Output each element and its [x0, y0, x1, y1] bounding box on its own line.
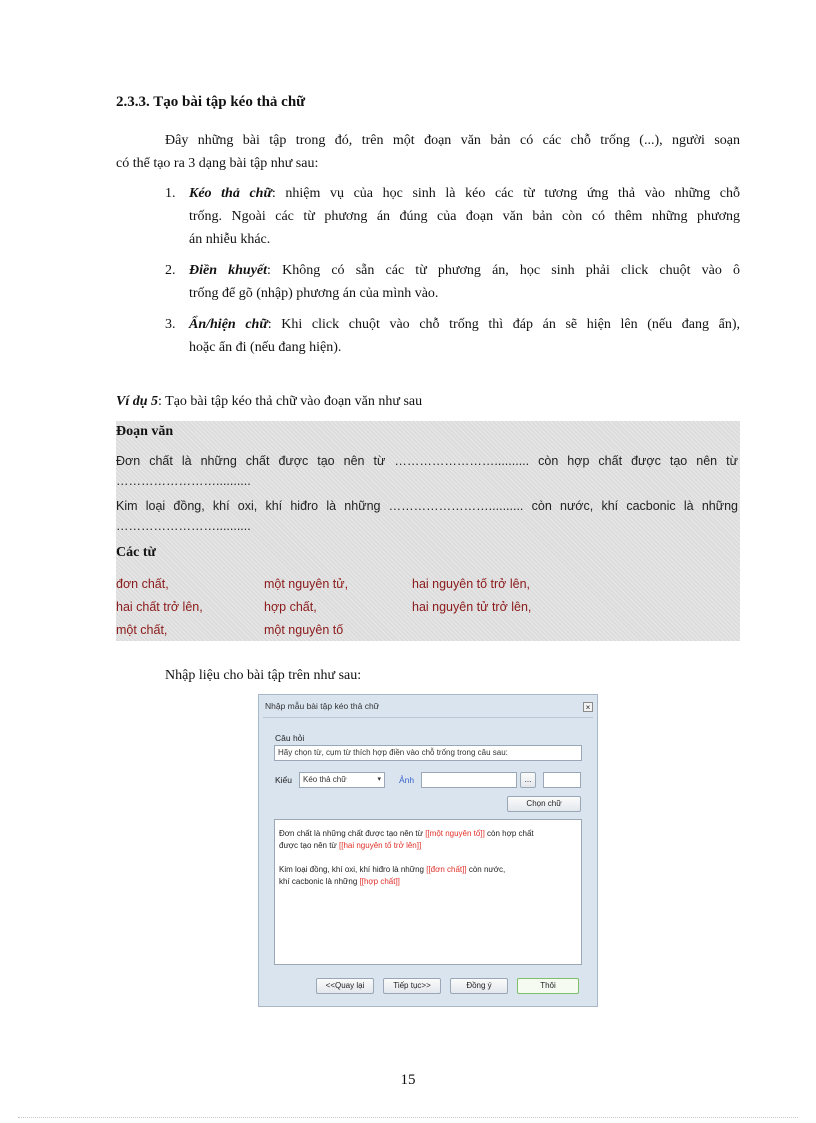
- answer-placeholder: [[đơn chất]]: [426, 865, 467, 874]
- browse-button[interactable]: ...: [520, 772, 536, 788]
- term-dien-khuyet: Điền khuyết: [189, 263, 268, 278]
- content-text: còn hợp chất: [484, 829, 534, 838]
- answer-placeholder: [[một nguyên tố]]: [425, 829, 485, 838]
- list-text: trống để gõ (nhập) phương án của mình vào.: [189, 286, 439, 301]
- ok-button[interactable]: Đồng ý: [450, 978, 508, 994]
- choose-words-button[interactable]: Chọn chữ: [507, 796, 581, 812]
- list-item-2: [165, 259, 740, 305]
- list-number: 1.: [165, 186, 176, 201]
- example-caption: [116, 390, 422, 413]
- list-item-3: [165, 313, 740, 359]
- content-line: [279, 864, 577, 876]
- exit-button[interactable]: Thôi: [517, 978, 579, 994]
- paragraph-line: Đơn chất là những chất được tạo nên từ …………………….......... còn hợp chất được tạo nên từ: [116, 454, 738, 468]
- back-button[interactable]: <<Quay lại: [316, 978, 374, 994]
- exercise-dialog: [258, 694, 598, 1007]
- title-divider: [263, 717, 593, 718]
- close-icon[interactable]: ×: [583, 702, 593, 712]
- input-caption: Nhập liệu cho bài tập trên như sau:: [165, 668, 362, 683]
- word-item: đơn chất,: [116, 577, 169, 591]
- intro-line-2: có thể tạo ra 3 dạng bài tập như sau:: [116, 156, 319, 171]
- words-title: Các từ: [116, 545, 156, 560]
- content-textarea[interactable]: [274, 819, 582, 965]
- word-item: một nguyên tử,: [264, 577, 349, 591]
- section-heading: 2.3.3. Tạo bài tập kéo thả chữ: [116, 94, 306, 110]
- paragraph-line: Kim loại đồng, khí oxi, khí hiđro là những …………………….......... còn nước, khí cacbonic là những: [116, 499, 738, 513]
- type-select[interactable]: [299, 772, 385, 788]
- word-item: một nguyên tố: [264, 623, 344, 637]
- example-box: [116, 421, 740, 641]
- type-select-value: Kéo thả chữ: [303, 775, 347, 784]
- term-keo-tha-chu: Kéo thả chữ: [189, 186, 272, 201]
- list-number: 3.: [165, 317, 176, 332]
- word-item: hợp chất,: [264, 600, 317, 614]
- image-size-input[interactable]: [543, 772, 581, 788]
- content-line: [279, 876, 577, 888]
- footer-divider: [18, 1117, 798, 1118]
- content-text: được tạo nên từ: [279, 841, 339, 850]
- list-text: : Không có sẵn các từ phương án, học sinh phải click chuột vào ô: [267, 263, 740, 278]
- list-text: : Khi click chuột vào chỗ trống thì đáp án sẽ hiện lên (nếu đang ẩn),: [267, 317, 740, 332]
- list-text: : nhiệm vụ của học sinh là kéo các từ tương ứng thả vào những chỗ: [271, 186, 740, 201]
- content-text: còn nước,: [466, 865, 506, 874]
- answer-placeholder: [[hai nguyên tố trở lên]]: [339, 841, 422, 850]
- chevron-down-icon: ▾: [377, 776, 381, 783]
- type-label: Kiểu: [275, 775, 293, 785]
- content-text: Kim loại đồng, khí oxi, khí hiđro là những: [279, 865, 427, 874]
- list-number: 2.: [165, 263, 176, 278]
- paragraph-line: ……………………..........: [116, 519, 251, 533]
- example-label: Ví dụ 5: [116, 394, 159, 409]
- example-text: : Tạo bài tập kéo thả chữ vào đoạn văn như sau: [158, 394, 423, 409]
- term-an-hien-chu: Ẩn/hiện chữ: [189, 317, 268, 332]
- content-text: khí cacbonic là những: [279, 877, 360, 886]
- list-text: trống. Ngoài các từ phương án đúng của đoạn văn bản còn có thêm những phương: [189, 209, 740, 224]
- content-line: [279, 852, 577, 864]
- next-button[interactable]: Tiếp tục>>: [383, 978, 441, 994]
- list-item-1: [165, 182, 740, 251]
- dialog-title: Nhập mẫu bài tập kéo thả chữ: [265, 701, 380, 711]
- word-item: hai nguyên tố trở lên,: [412, 577, 530, 591]
- content-text: Đơn chất là những chất được tạo nên từ: [279, 829, 426, 838]
- word-item: hai nguyên tử trở lên,: [412, 600, 532, 614]
- paragraph-line: ……………………..........: [116, 474, 251, 488]
- paragraph-title: Đoạn văn: [116, 424, 174, 439]
- image-label: Ảnh: [399, 775, 415, 785]
- image-path-input[interactable]: [421, 772, 517, 788]
- intro-line-1: Đây những bài tập trong đó, trên một đoạn văn bản có các chỗ trống (...), người soạn: [165, 133, 740, 148]
- word-item: một chất,: [116, 623, 168, 637]
- answer-placeholder: [[hợp chất]]: [359, 877, 400, 886]
- list-text: hoặc ẩn đi (nếu đang hiện).: [189, 340, 342, 355]
- content-line: [279, 840, 577, 852]
- word-item: hai chất trở lên,: [116, 600, 203, 614]
- page-number: 15: [400, 1072, 416, 1088]
- content-line: [279, 828, 577, 840]
- question-label: Câu hỏi: [275, 733, 305, 743]
- list-text: án nhiễu khác.: [189, 232, 271, 247]
- question-input[interactable]: Hãy chọn từ, cụm từ thích hợp điền vào chỗ trống trong câu sau:: [274, 745, 582, 761]
